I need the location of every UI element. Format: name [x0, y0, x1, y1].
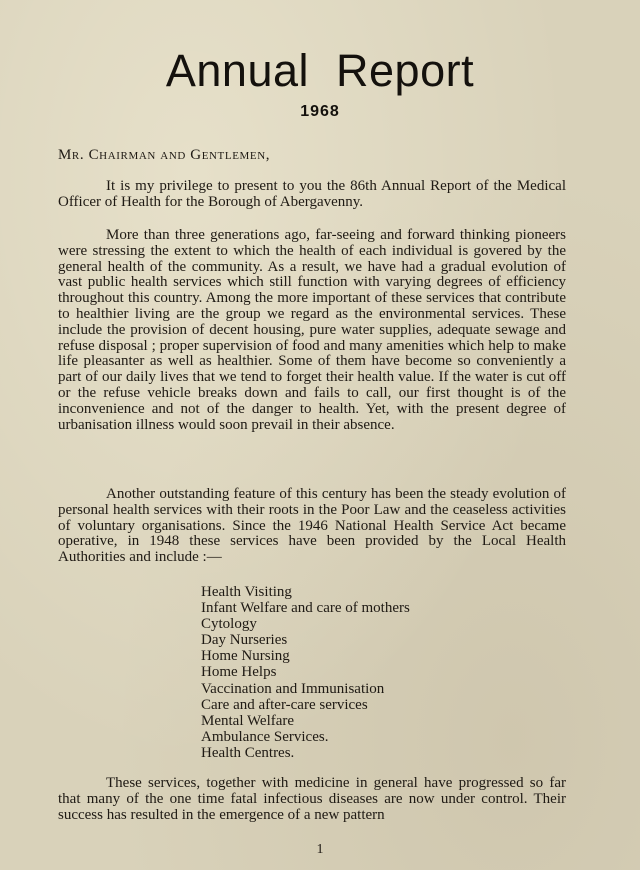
- list-item: Day Nurseries: [201, 632, 288, 649]
- paragraph-personal-health-services: Another outstanding feature of this century has been the steady evolution of personal health services with their roots in the Poor Law and the ceaseless activities of voluntary organisations. Since the 1946 National Health Service Act became operative, in 1948 these services have been provided by the Local Health Authorities and include :—: [58, 486, 566, 566]
- list-item: Health Visiting: [201, 584, 292, 600]
- paragraph-environmental-services: More than three generations ago, far-seeing and forward thinking pioneers were stressing the extent to which the health of each individual is govered by the general health of the community. As a result, we have had a gradual evolution of vast public health services which still function with varying degrees of efficiency throughout this country. Among the more important of these services that contribute to healthier living are the group we regard as the environmental services. These include the provision of decent housing, pure water supplies, adequate sewage and refuse disposal ; proper supervision of food and many amenities which help to make life pleasanter as well as healthier. Some of them have become so conveniently a part of our daily lives that we tend to forget their health value. If the water is cut off or the refuse vehicle breaks down and fails to call, our first thought is of the inconvenience and not of the danger to health. Yet, with the present degree of urbanisation illness would soon prevail in their absence.: [58, 227, 566, 433]
- list-item: Home Helps: [201, 664, 277, 681]
- list-item: Cytology: [201, 616, 257, 633]
- report-title: Annual Report: [165, 45, 475, 96]
- page-number: 1: [316, 842, 324, 857]
- list-item: Health Centres.: [201, 744, 295, 761]
- list-item: Infant Welfare and care of mothers: [201, 600, 410, 617]
- list-item: Care and after-care services: [201, 696, 368, 713]
- paragraph-introduction: It is my privilege to present to you the 86th Annual Report of the Medical Officer of Health for the Borough of Abergavenny.: [58, 178, 566, 210]
- list-item: Mental Welfare: [201, 712, 295, 729]
- paragraph-progress: These services, together with medicine in general have progressed so far that many of the one time fatal infectious diseases are now under control. Their success has resulted in the emergence of a new pattern: [58, 775, 566, 823]
- report-year: 1968: [300, 103, 340, 120]
- list-item: Home Nursing: [201, 648, 290, 665]
- salutation: Mr. Chairman and Gentlemen,: [58, 147, 271, 163]
- list-item: Ambulance Services.: [201, 728, 329, 745]
- services-list: [201, 584, 410, 761]
- list-item: Vaccination and Immunisation: [201, 680, 385, 697]
